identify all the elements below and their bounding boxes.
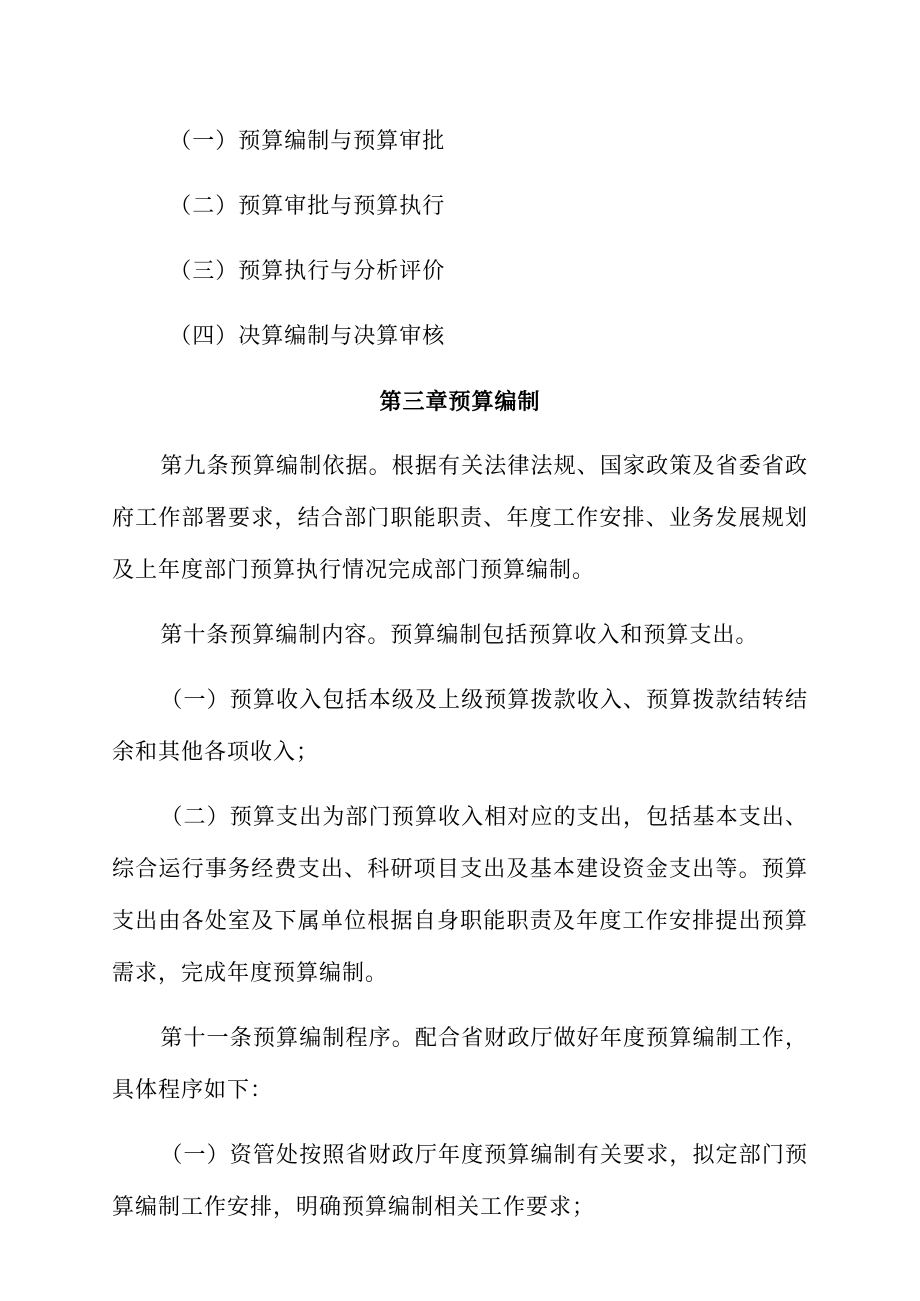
list-item-4: （四）决算编制与决算审核 [169, 324, 446, 349]
paragraph-article-11: 第十一条预算编制程序。配合省财政厅做好年度预算编制工作，具体程序如下： [112, 1026, 808, 1103]
list-item-3: （三）预算执行与分析评价 [169, 259, 446, 284]
chapter-heading: 第三章预算编制 [379, 389, 541, 415]
paragraph-article-10-item-1: （一）预算收入包括本级及上级预算拨款收入、预算拨款结转结余和其他各项收入； [112, 688, 808, 765]
paragraph-article-9: 第九条预算编制依据。根据有关法律法规、国家政策及省委省政府工作部署要求，结合部门职能职责、年度工作安排、业务发展规划及上年度部门预算执行情况完成部门预算编制。 [112, 454, 808, 583]
list-item-2: （二）预算审批与预算执行 [169, 194, 446, 219]
paragraph-article-11-item-1: （一）资管处按照省财政厅年度预算编制有关要求，拟定部门预算编制工作安排，明确预算编制相关工作要求； [112, 1143, 808, 1220]
paragraph-article-10-item-2: （二）预算支出为部门预算收入相对应的支出，包括基本支出、综合运行事务经费支出、科研项目支出及基本建设资金支出等。预算支出由各处室及下属单位根据自身职能职责及年度工作安排提出预算需求，完成年度预算编制。 [112, 805, 808, 986]
paragraph-article-10: 第十条预算编制内容。预算编制包括预算收入和预算支出。 [160, 623, 759, 648]
list-item-1: （一）预算编制与预算审批 [169, 129, 446, 154]
